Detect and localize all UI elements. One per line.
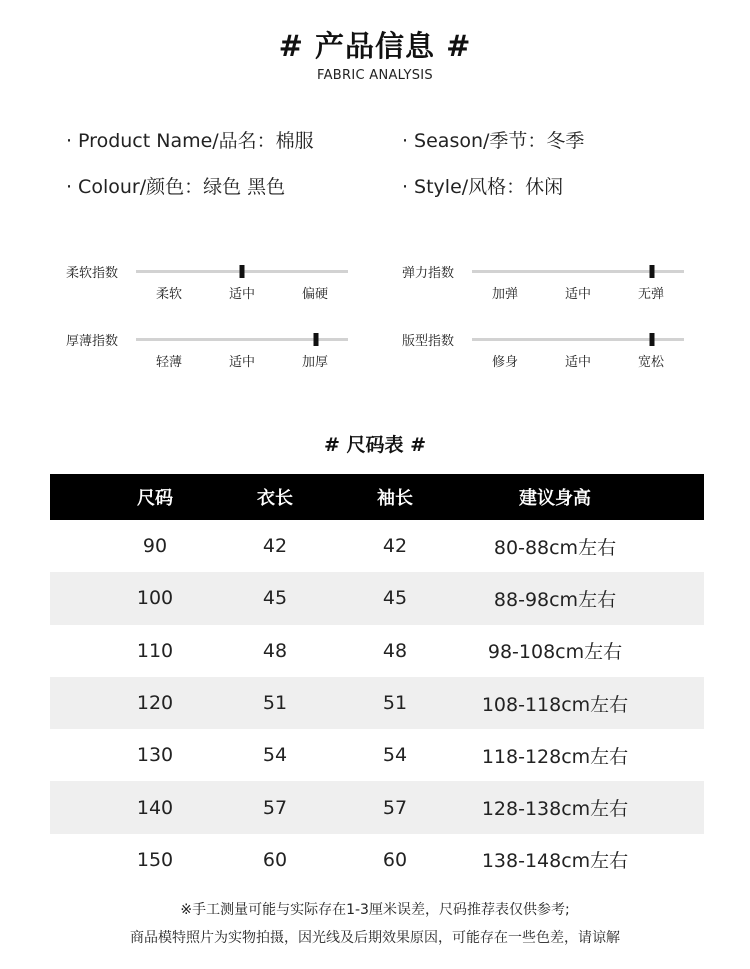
table-cell: 120	[136, 692, 174, 715]
season-info	[402, 126, 584, 153]
index-option: 修身	[491, 355, 519, 370]
index-option: 宽松	[637, 355, 665, 370]
index-label: 版型指数	[402, 334, 455, 349]
table-row	[50, 729, 704, 781]
table-cell: 57	[262, 796, 288, 819]
thickness-index	[66, 330, 401, 380]
table-cell: 138-148cm左右	[481, 850, 629, 873]
index-marker	[240, 265, 245, 278]
index-track	[136, 338, 348, 341]
table-cell: 45	[382, 587, 408, 610]
table-cell: 80-88cm左右	[493, 536, 617, 559]
index-marker	[650, 265, 655, 278]
table-cell: 128-138cm左右	[481, 798, 629, 821]
table-row	[50, 781, 704, 833]
index-option: 无弹	[637, 287, 665, 302]
table-cell: 48	[382, 639, 408, 662]
product-name-text: Product Name/品名：棉服	[78, 130, 314, 152]
table-cell: 48	[262, 639, 288, 662]
table-cell: 54	[262, 744, 288, 767]
colour-info	[66, 172, 285, 199]
index-option: 柔软	[155, 287, 183, 302]
table-cell: 110	[136, 639, 174, 662]
table-cell: 42	[262, 535, 288, 558]
index-option: 适中	[564, 355, 592, 370]
table-cell: 45	[262, 587, 288, 610]
index-label: 柔软指数	[66, 266, 119, 281]
index-option: 偏硬	[301, 287, 329, 302]
table-row	[50, 834, 704, 886]
table-cell: 54	[382, 744, 408, 767]
size-table-title: # 尺码表 #	[323, 434, 427, 456]
softness-index	[66, 262, 401, 312]
index-option: 轻薄	[155, 355, 183, 370]
table-cell: 51	[262, 692, 288, 715]
table-cell: 98-108cm左右	[487, 641, 623, 664]
table-cell: 130	[136, 744, 174, 767]
size-table	[50, 474, 704, 886]
index-marker	[314, 333, 319, 346]
bullet-dot: ·	[66, 176, 73, 198]
table-cell: 108-118cm左右	[481, 693, 629, 716]
table-cell: 60	[382, 848, 408, 871]
index-track	[472, 338, 684, 341]
header-cell-size: 尺码	[137, 488, 173, 509]
table-row	[50, 625, 704, 677]
index-option: 加弹	[491, 287, 519, 302]
size-table-header	[50, 474, 704, 520]
bullet-dot: ·	[66, 130, 73, 152]
bullet-dot: ·	[402, 130, 409, 152]
colour-text: Colour/颜色：绿色 黑色	[78, 176, 286, 198]
elasticity-index	[402, 262, 737, 312]
page-subtitle: FABRIC ANALYSIS	[317, 68, 433, 83]
index-marker	[650, 333, 655, 346]
season-text: Season/季节：冬季	[414, 130, 585, 152]
bullet-dot: ·	[402, 176, 409, 198]
product-name-info	[66, 126, 314, 153]
table-cell: 51	[382, 692, 408, 715]
table-cell: 88-98cm左右	[493, 588, 617, 611]
header-cell-height: 建议身高	[519, 488, 591, 509]
table-row	[50, 572, 704, 624]
table-cell: 57	[382, 796, 408, 819]
index-option: 适中	[228, 287, 256, 302]
index-option: 适中	[564, 287, 592, 302]
index-label: 弹力指数	[402, 266, 455, 281]
table-row	[50, 520, 704, 572]
table-cell: 100	[136, 587, 174, 610]
color-disclaimer: 商品模特照片为实物拍摄，因光线及后期效果原因，可能存在一些色差，请谅解	[130, 930, 620, 946]
index-option: 加厚	[301, 355, 329, 370]
fit-index	[402, 330, 737, 380]
table-cell: 150	[136, 848, 174, 871]
table-cell: 118-128cm左右	[481, 745, 629, 768]
header-cell-length: 衣长	[257, 488, 293, 509]
index-label: 厚薄指数	[66, 334, 119, 349]
style-text: Style/风格：休闲	[414, 176, 564, 198]
header-cell-sleeve: 袖长	[377, 488, 413, 509]
table-cell: 60	[262, 848, 288, 871]
table-cell: 90	[142, 535, 168, 558]
table-cell: 140	[136, 796, 174, 819]
table-cell: 42	[382, 535, 408, 558]
style-info	[402, 172, 563, 199]
index-option: 适中	[228, 355, 256, 370]
index-track	[472, 270, 684, 273]
index-track	[136, 270, 348, 273]
table-row	[50, 677, 704, 729]
measurement-note: ※手工测量可能与实际存在1-3厘米误差，尺码推荐表仅供参考;	[180, 902, 570, 918]
page-title: # 产品信息 #	[278, 29, 472, 63]
